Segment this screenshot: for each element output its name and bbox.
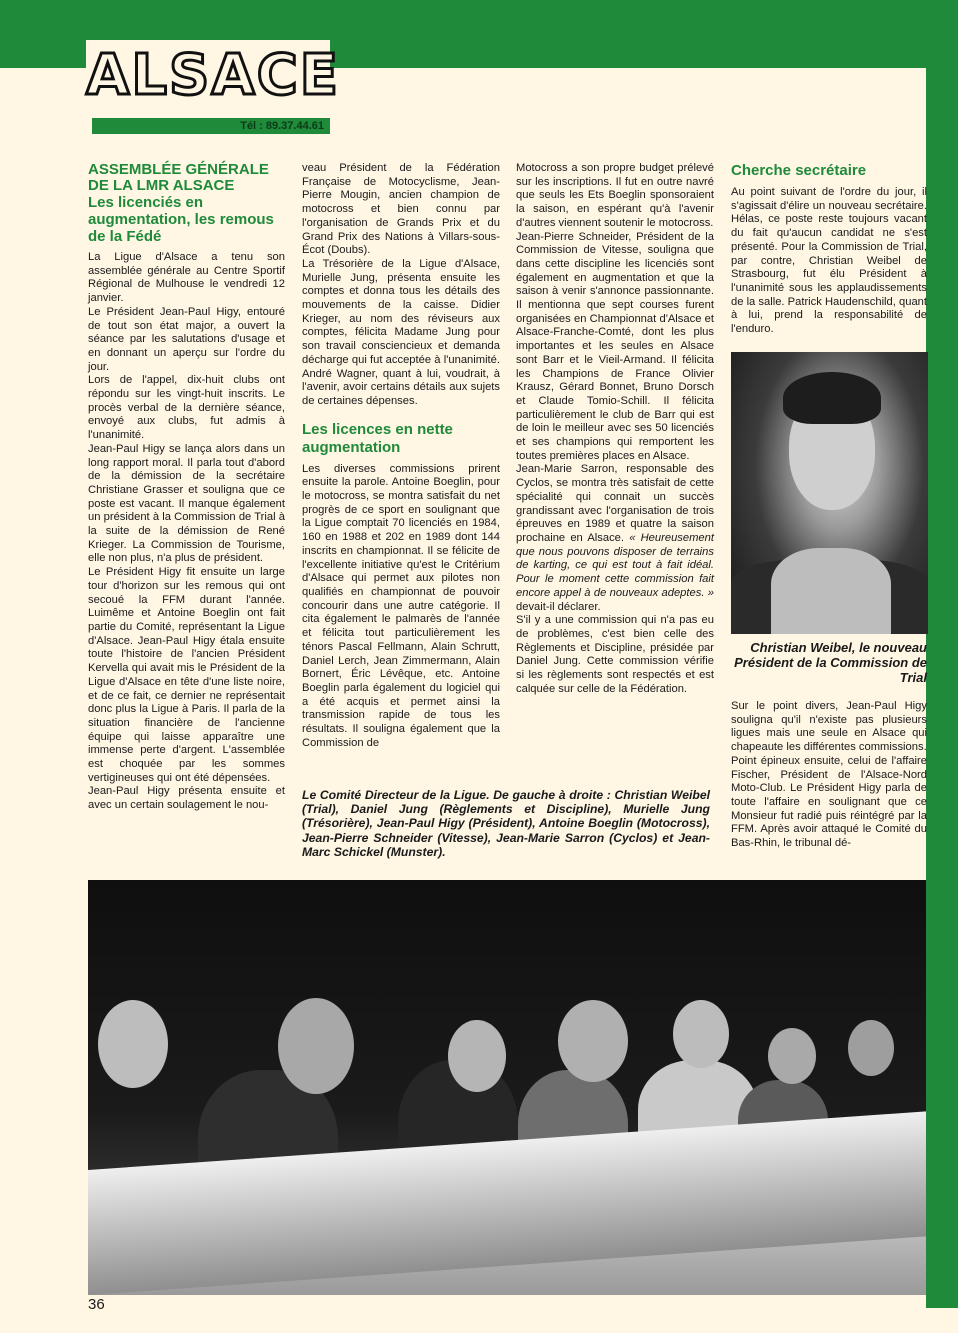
- paragraph: La Trésorière de la Ligue d'Alsace, Murielle Jung, présenta ensuite les comptes et donna tous les détails des mouvements de la caisse. Didier Krieger, au nom des réviseurs aux comptes, félicita Madame Jung pour son travail consciencieux et demanda décharge qui fut acceptée à l'unanimité. André Wagner, quant à lui, voudrait, à l'avenir, avoir certains détails aux sujets de certaines dépenses.: [302, 257, 500, 407]
- section-logo: [86, 40, 341, 112]
- column-1: [88, 162, 285, 813]
- column-4-continued: [731, 700, 927, 851]
- group-photo-caption: Le Comité Directeur de la Ligue. De gauche à droite : Christian Weibel (Trial), Daniel Jung (Règlements et Discipline), Murielle Jung (Trésorière), Jean-Paul Higy (Président), Antoine Boeglin (Motocross), Jean-Pierre Schneider (Vitesse), Jean-Marie Sarron (Cyclos) et Jean-Marc Schickel (Munster).: [302, 788, 710, 859]
- tel-number: Tél : 89.37.44.61: [240, 120, 324, 132]
- paragraph: Jean-Paul Higy se lança alors dans un long rapport moral. Il parla tout d'abord de la démission de la secrétaire Christiane Grasser et souligna que ce poste est vacant. Il manque également un président à la Commission de Trial à la suite de la démission de René Krieger. La Commission de Tourisme, elle non plus, n'a plus de président.: [88, 442, 285, 565]
- paragraph: Jean-Paul Higy présenta ensuite et avec un certain soulagement le nou-: [88, 785, 285, 812]
- page-number: 36: [88, 1296, 105, 1313]
- paragraph: veau Président de la Fédération Française de Motocyclisme, Jean-Pierre Mougin, ancien champion de motocross et bien connu par l'organisation de Grands Prix et du Grand Prix des Nations à Villars-sous-Écot (Doubs).: [302, 162, 500, 257]
- section-heading: Cherche secrétaire: [731, 162, 867, 179]
- tel-bar: [92, 118, 330, 134]
- paragraph: Motocross a son propre budget prélevé sur les inscriptions. Il fut en outre navré que seuls les Ets Boeglin sponsoraient la saison, en espérant qu'à l'avenir d'autres viennent soutenir le motocross.: [516, 162, 714, 229]
- paragraph: Les diverses commissions prirent ensuite la parole. Antoine Boeglin, pour le motocross, se montra satisfait du net progrès de ce sport en soulignant que la Ligue comptait 70 licenciés en 1984, 160 en 1988 et 202 en 1989 dont 144 inscrits en championnat. Il se félicite de l'excellente initiative qu'est le Critérium d'Alsace qui permet aux pilotes non qualifiés en championnat de pouvoir concourir dans une autre catégorie. Il cita également le palmarès de l'année et félicita tout particulièrement les ténors Pascal Fellmann, Alain Schrutt, Daniel Lerch, Jean Zimmermann, Alain Bornert, Éric Lévêque, etc. Antoine Boeglin parla également du logiciel qui a été acquis et permet ainsi la transmission rapide de tous les résultats. Il souligna également que la Commission de: [302, 462, 500, 749]
- quote-after: devait-il déclarer.: [516, 600, 601, 613]
- paragraph: Au point suivant de l'ordre du jour, il s'agissait d'élire un nouveau secrétaire. Hélas, ce poste reste toujours vacant du fait qu'aucun candidat ne s'est présenté. Pour la Commission de Trial, par contre, Christian Weibel de Strasbourg, fut élu Président à l'unanimité sous les applaudissements de la salle. Patrick Haudenschild, quant à lui, prend la responsabilité de l'enduro.: [731, 186, 927, 336]
- paragraph: La Ligue d'Alsace a tenu son assemblée générale au Centre Sportif Régional de Mulhouse le vendredi 12 janvier.: [88, 251, 285, 305]
- column-3: [516, 162, 714, 696]
- paragraph: Point épineux ensuite, celui de l'affaire Fischer, Président de l'Alsace-Nord Moto-Club. Le Président Higy parla de toute l'affaire en soulignant que ce Monsieur fut radié puis réintégré par la FFM. Après avoir attaqué le Comité du Bas-Rhin, le tribunal dé-: [731, 754, 927, 850]
- column-body: [731, 186, 927, 337]
- section-title: ALSACE: [86, 43, 341, 108]
- paragraph: Le Président Jean-Paul Higy, entouré de tout son état major, a ouvert la séance par les salutations d'usage et en donnant un aperçu sur l'ordre du jour.: [88, 305, 285, 373]
- side-band: [926, 68, 958, 1308]
- paragraph: Jean-Pierre Schneider, Président de la Commission de Vitesse, souligna que dans cette discipline les licenciés sont également en augmentation et que la saison à venir s'annonce passionnante. Il mentionna que sept courses furent organisées en Championnat d'Alsace et Alsace-Franche-Comté, dont les plus importantes et les seules en Alsace sont Barr et le Vieil-Armand. Il félicita les Champions de France Olivier Krausz, Gérard Bonnet, Bruno Dorsch et Claude Tomio-Schill. Il félicita particulièrement le club de Barr qui est de loin le meilleur avec ses 50 licenciés et ses champions qui remportent les toutes premières places en Alsace.: [516, 230, 714, 462]
- column-body: [302, 162, 500, 409]
- paragraph: Le Président Higy fit ensuite un large tour d'horizon sur les remous qui ont secoué la FFM durant l'année. Luimême et Antoine Boeglin ont fait partie du Comité, représentant la Ligue d'Alsace. Jean-Paul Higy étala ensuite toute l'histoire de l'ancien Président Kervella qui avait mis le Président de la Ligue d'Alsace en tête d'une liste noire, et de ce fait, ce dernier ne représentait donc plus la Ligue à Paris. Il parla de la situation financière de l'ancienne équipe qui laisse apparaître une immense perte d'argent. L'assemblée est choquée par les sommes vertigineuses qui ont été dépensées.: [88, 566, 285, 784]
- portrait-caption: Christian Weibel, le nouveau Président de la Commission de Trial: [734, 640, 927, 685]
- article-subheading: Les licenciés en augmentation, les remous de la Fédé: [88, 194, 274, 245]
- article-heading: ASSEMBLÉE GÉNÉRALE DE LA LMR ALSACE: [88, 161, 269, 194]
- quote: « Heureusement que nous pouvons disposer de terrains de karting, ce qui est tout à fait idéal. Pour le moment cette commission fait encore appel à de nouveaux adeptes. »: [516, 531, 714, 599]
- group-photo: [88, 880, 926, 1295]
- column-body: [516, 162, 714, 696]
- article-body: [88, 251, 285, 813]
- paragraph: S'il y a une commission qui n'a pas eu de problèmes, c'est bien celle des Règlements et Discipline, présidée par Daniel Jung. Cette commission vérifie si les règlements sont respectés et est calquée sur celle de la Fédération.: [516, 614, 714, 695]
- paragraph-text: Jean-Marie Sarron, responsable des Cyclos, se montra très satisfait de cette spécialité qui connait un succès grandissant avec l'organisation de trois épreuves en 1989 et quatre la saison prochaine en Alsace.: [516, 463, 714, 544]
- section-heading: Les licences en nette augmentation: [302, 420, 453, 456]
- column-2: [302, 162, 500, 750]
- portrait-photo: [731, 352, 928, 634]
- section-body: [302, 463, 500, 751]
- column-4: [731, 162, 927, 337]
- paragraph: Lors de l'appel, dix-huit clubs ont répondu sur les vingt-huit inscrits. Le procès verbal de la dernière séance, envoyé aux clubs, fut admis à l'unanimité.: [88, 374, 285, 442]
- paragraph: Sur le point divers, Jean-Paul Higy souligna qu'il n'existe pas plusieurs ligues mais une seule en Alsace qui chapeaute les différentes commissions.: [731, 700, 927, 754]
- paragraph: [516, 463, 714, 614]
